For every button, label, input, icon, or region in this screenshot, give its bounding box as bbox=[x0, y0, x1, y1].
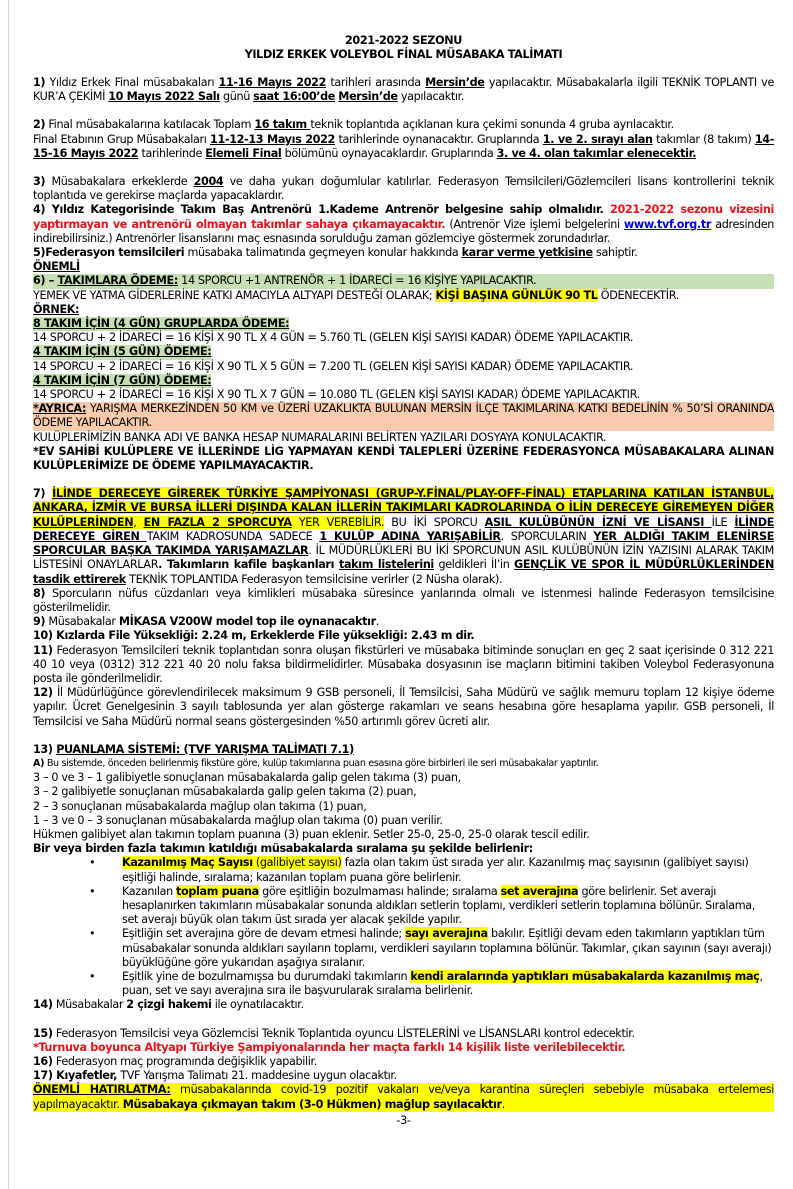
payment-example-calc: 14 SPORCU + 2 İDARECİ = 16 KİŞİ X 90 TL X 7 GÜN = 10.080 TL (GELEN KİŞİ SAYISI KADAR) ÖDEME YAPILACAKTIR. bbox=[33, 388, 640, 402]
meeting-time: saat 16:00’de bbox=[253, 90, 336, 104]
item-16: 16) Federasyon maç programında değişiklik yapabilir. bbox=[33, 1055, 317, 1068]
warning-text: 2021-2022 sezonu vizesini yaptırmayan ve antrenörü olmayan takımlar sahaya çıkamayacaktır. bbox=[33, 203, 774, 231]
payment-examples bbox=[33, 317, 774, 402]
venue-city: Mersin’de bbox=[425, 76, 485, 89]
item-14: 14) Müsabakalar 2 çizgi hakemi ile oynatılacaktır. bbox=[33, 998, 304, 1012]
item-6-payment-heading: 6) – TAKIMLARA ÖDEME: 14 SPORCU +1 ANTRENÖR + 1 İDARECİ = 16 KİŞİYE YAPILACAKTIR. bbox=[33, 274, 774, 288]
item-1: 1) Yıldız Erkek Final müsabakaları 11-16 Mayıs 2022 tarihleri arasında Mersin’de yapılacaktır. Müsabakalarla ilgili TEKNİK TOPLANTI ve KUR’A ÇEKİMİ 10 Mayıs 2022 Salı günü saat 16:00’de Mersin’de yapılacaktır. bbox=[33, 76, 774, 104]
item-13-heading: 13) PUANLAMA SİSTEMİ: (TVF YARIŞMA TALİMATI 7.1) bbox=[33, 742, 354, 756]
payment-example-head: 4 TAKIM İÇİN (5 GÜN) ÖDEME: bbox=[33, 345, 212, 359]
page-border bbox=[8, 0, 9, 1189]
ranking-bullet: • Kazanılmış Maç Sayısı (galibiyet sayısı) fazla olan takım üst sırada yer alır. Kazanılmış maç sayısının (galibiyet sayısı) eşitliği halinde, sıralama; kazanılan toplam puana göre belirlenir. bbox=[89, 856, 749, 884]
scoring-line: 1 – 3 ve 0 – 3 sonuçlanan müsabakalarda mağlup olan takıma (0) puan verilir. bbox=[33, 813, 443, 827]
final-dates: 11-16 Mayıs 2022 bbox=[218, 76, 327, 89]
payment-example-calc: 14 SPORCU + 2 İDARECİ = 16 KİŞİ X 90 TL X 5 GÜN = 7.200 TL (GELEN KİŞİ SAYISI KADAR) ÖDEME YAPILACAKTIR. bbox=[33, 359, 634, 373]
item-7: 7) İLİNDE DERECEYE GİREREK TÜRKİYE ŞAMPİYONASI (GRUP-Y.FİNAL/PLAY-OFF-FİNAL) ETAPLARINA KATILAN İSTANBUL, ANKARA, İZMİR VE BURSA İLLERİ DIŞINDA KALAN İLLERİN TAKIMLARI KADROLARINDA O İLİN DERECEYE GİREMEYEN DİĞER KULÜPLERİNDEN, EN FAZLA 2 SPORCUYA YER VEREBİLİR. BU İKİ SPORCU ASIL KULÜBÜNÜN İZNİ VE LİSANSI İLE İLİNDE DERECEYE GİREN TAKIM KADROSUNDA SADECE 1 KULÜP ADINA YARIŞABİLİR. SPORCULARIN YER ALDIĞI TAKIM ELENİRSE SPORCULAR BAŞKA TAKIMDA YARIŞAMAZLAR. İL MÜDÜRLÜKLERİ BU İKİ SPORCUNUN ASIL KULÜBÜNÜN İZİN YAZISINI ALARAK TAKIM LİSTESİNİ ONAYLARLAR. Takımların kafile başkanları takım listelerini geldikleri İl’in GENÇLİK VE SPOR İL MÜDÜRLÜKLERİNDEN tasdik ettirerek TEKNİK TOPLANTIDA Federasyon temsilcisine verirler (2 Nüsha olarak). bbox=[33, 487, 775, 586]
scoring-line: Hükmen galibiyet alan takımın toplam puanına (3) puan eklenir. Setler 25-0, 25-0, 25-0 olarak tescil edilir. bbox=[33, 827, 590, 841]
item-8: 8) Sporcuların nüfus cüzdanları veya kimlikleri müsabaka süresince yanlarında olmalı ve istenmesi halinde Federasyon temsilcisine gösterilmelidir. bbox=[33, 586, 774, 614]
important-reminder: ÖNEMLİ HATIRLATMA: müsabakalarında covid-19 pozitif vakaları ve/veya karantina süreçleri sebebiyle müsabaka ertelemesi yapılmayacaktır. Müsabakaya çıkmayan takım (3-0 Hükmen) mağlup sayılacaktır. bbox=[33, 1083, 774, 1111]
scoring-line: 3 – 2 galibiyetle sonuçlanan müsabakalarda galip gelen takıma (2) puan, bbox=[33, 785, 417, 799]
item-9: 9) Müsabakalar MİKASA V200W model top ile oynanacaktır. bbox=[33, 615, 379, 629]
season-heading: 2021-2022 SEZONU bbox=[345, 34, 462, 47]
important-label: ÖNEMLİ bbox=[33, 260, 80, 274]
item-12: 12) İl Müdürlüğünce görevlendirilecek maksimum 9 GSB personeli, İl Temsilcisi, Saha Müdürü ve sağlık memuru toplam 12 kişiye ödeme yapılır. Ücret Genelgesinin 3 sayılı tablosunda yer alan gösterge rakamları ve seans hesabına göre hesaplama yapılır. GSB personeli, İl Temsilcisi ve Saha Müdürü normal seans göstergesinden %50 artırımlı görev ücreti alır. bbox=[33, 686, 774, 728]
birth-year: 2004 bbox=[193, 175, 224, 189]
item-11: 11) Federasyon Temsilcileri teknik toplantıdan sonra oluşan fikstürleri ve müsabaka bitiminde sonuçları en geç 2 saat içerisinde 0 312 221 40 10 veya (0312) 312 221 40 20 nolu faksa bildirmelidirler. Müsabaka dosyasının ise maçların bitimini takiben Voleybol Federasyonuna posta ile gönderilmelidir. bbox=[33, 643, 774, 685]
ranking-bullet: • Eşitliğin set averajına göre de devam etmesi halinde; sayı averajına bakılır. Eşitliği devam eden takımların yaptıkları tüm müsabakalar sonunda aldıkları sayıların toplamı, verdikleri sayıların toplamına bölünür. Takımlar, çıkan sayının (sayı averajı) büyüklüğüne göre yukarıdan aşağıya sıralanır. bbox=[89, 927, 772, 969]
page-number: -3- bbox=[396, 1113, 411, 1127]
bullet-icon: • bbox=[89, 884, 96, 898]
roster-warning: *Turnuva boyunca Altyapı Türkiye Şampiyonalarında her maçta farklı 14 kişilik liste verilebilecektir. bbox=[33, 1040, 626, 1054]
ranking-bullet: • Kazanılan toplam puana göre eşitliğin bozulmaması halinde; sıralama set averajına göre belirlenir. Set averajı hesaplanırken takımların müsabakalar sonunda aldıkları setlerin toplamı, verdikleri setlerin toplamına bölünür. Sıralama, set averajı büyük olan takım üst sırada yer alacak şekilde yapılır. bbox=[89, 884, 755, 927]
item-10: 10) Kızlarda File Yüksekliği: 2.24 m, Erkeklerde File yüksekliği: 2.43 m dir. bbox=[33, 629, 475, 643]
daily-rate: KİŞİ BAŞINA GÜNLÜK 90 TL bbox=[435, 288, 598, 302]
tvf-website-link[interactable]: www.tvf.org.tr bbox=[623, 217, 712, 231]
scoring-line: 2 – 3 sonuçlanan müsabakalarda mağlup olan takıma (1) puan, bbox=[33, 799, 367, 813]
payment-rate: YEMEK VE YATMA GİDERLERİNE KATKI AMACIYLA ALTYAPI DESTEĞİ OLARAK; KİŞİ BAŞINA GÜNLÜK 90 TL ÖDENECEKTİR. bbox=[33, 288, 679, 302]
item-5: 5)Federasyon temsilcileri müsabaka talimatında geçmeyen konular hakkında karar verme yetkisine sahiptir. bbox=[33, 246, 638, 260]
payment-example-calc: 14 SPORCU + 2 İDARECİ = 16 KİŞİ X 90 TL X 4 GÜN = 5.760 TL (GELEN KİŞİ SAYISI KADAR) ÖDEME YAPILACAKTIR. bbox=[33, 331, 634, 345]
item-3: 3) Müsabakalara erkeklerde 2004 ve daha yukarı doğumlular katılırlar. Federasyon Temsilcileri/Gözlemcileri lisans kontrollerini teknik toplantıda ve gerekirse maçlarda yapacaklardır. bbox=[33, 175, 774, 203]
item-4: 4) Yıldız Kategorisinde Takım Baş Antrenörü 1.Kademe Antrenör belgesine sahip olmalıdır. 2021-2022 sezonu vizesini yaptırmayan ve antrenörü olmayan takımlar sahaya çıkamayacaktır. (Antrenör Vize işlemi belgelerini www.tvf.org.tr adresinden indirebilirsiniz.) Antrenörler lisanslarını maç esnasında sorulduğu zaman gözlemciye göstermek zorundadırlar. bbox=[33, 203, 774, 245]
bullet-icon: • bbox=[89, 969, 96, 983]
scoring-intro: A) Bu sistemde, önceden belirlenmiş fikstüre göre, kulüp takımlarına puan esasına göre birbirleri ile seri müsabakalar yaptırılır. bbox=[33, 757, 599, 769]
example-label: ÖRNEK: bbox=[33, 302, 80, 316]
bullet-icon: • bbox=[89, 856, 96, 870]
payment-example-head: 4 TAKIM İÇİN (7 GÜN) ÖDEME: bbox=[33, 373, 212, 387]
host-note: *EV SAHİBİ KULÜPLERE VE İLLERİNDE LİG YAPMAYAN KENDİ TALEPLERİ ÜZERİNE FEDERASYONCA MÜSABAKALARA ALINAN KULÜPLERİMİZE DE ÖDEME YAPILMAYACAKTIR. bbox=[33, 444, 774, 473]
item-2: 2) Final müsabakalarına katılacak Toplam 16 takım teknik toplantıda açıklanan kura çekimi sonunda 4 gruba ayrılacaktır. Final Etabının Grup Müsabakaları 11-12-13 Mayıs 2022 tarihlerinde oynanacaktır. Gruplarında 1. ve 2. sırayı alan takımlar (8 takım) 14-15-16 Mayıs 2022 tarihlerinde Elemeli Final bölümünü oynayacaklardır. Gruplarında 3. ve 4. olan takımlar elenecektir. bbox=[33, 118, 775, 160]
document-page bbox=[33, 34, 774, 1128]
ranking-heading: Bir veya birden fazla takımın katıldığı müsabakalarda sıralama şu şekilde belirlenir: bbox=[33, 842, 533, 856]
scoring-line: 3 – 0 ve 3 – 1 galibiyetle sonuçlanan müsabakalarda galip gelen takıma (3) puan, bbox=[33, 771, 461, 785]
bullet-icon: • bbox=[89, 927, 96, 941]
meeting-date: 10 Mayıs 2022 Salı bbox=[108, 90, 220, 104]
team-count: 16 takım bbox=[254, 118, 311, 132]
item-17: 17) Kıyafetler, TVF Yarışma Talimatı 21. maddesine uygun olacaktır. bbox=[33, 1069, 397, 1083]
also-note: *AYRICA: YARIŞMA MERKEZİNDEN 50 KM ve ÜZERİ UZAKLIKTA BULUNAN MERSİN İLÇE TAKIMLARINA KATKI BEDELİNİN % 50’Sİ ORANINDA ÖDEME YAPILACAKTIR. bbox=[33, 402, 774, 430]
item-15: 15) Federasyon Temsilcisi veya Gözlemcisi Teknik Toplantıda oyuncu LİSTELERİNİ ve LİSANSLARI kontrol edecektir. bbox=[33, 1026, 635, 1040]
document-title: YILDIZ ERKEK VOLEYBOL FİNAL MÜSABAKA TALİMATI bbox=[244, 48, 563, 61]
payment-example-head: 8 TAKIM İÇİN (4 GÜN) GRUPLARDA ÖDEME: bbox=[33, 317, 290, 331]
bank-note: KULÜPLERİMİZİN BANKA ADI VE BANKA HESAP NUMARALARINI BELİRTEN YAZILARI DOSYAYA KONULACAKTIR. bbox=[33, 430, 607, 444]
ranking-bullet: • Eşitlik yine de bozulmamışsa bu durumdaki takımların kendi aralarında yaptıkları müsabakalarda kazanılmış maç, puan, set ve sayı averajına sıra ile başvurularak sıralama belirlenir. bbox=[89, 969, 763, 998]
